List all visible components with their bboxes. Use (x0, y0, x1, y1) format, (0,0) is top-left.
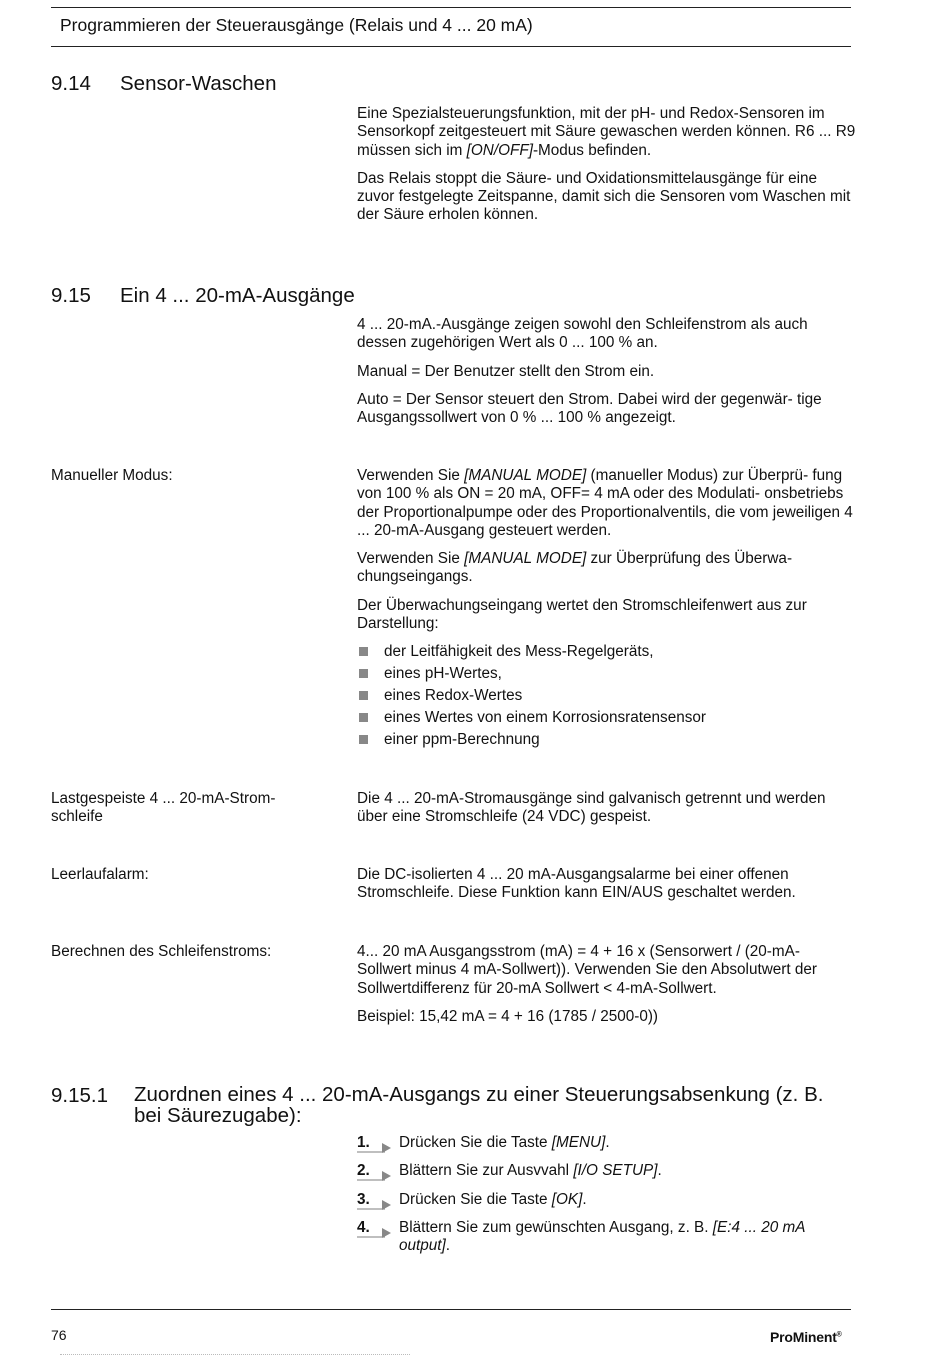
section-number: 9.15 (51, 284, 91, 307)
step-number: 1. (357, 1134, 370, 1151)
square-bullet-icon (359, 735, 368, 744)
list-item: einer ppm-Berechnung (357, 731, 857, 753)
list-item: der Leitfähigkeit des Mess-Regelgeräts, (357, 643, 857, 665)
step-item: 2. Blättern Sie zur Ausvvahl [I/O SETUP]. (357, 1162, 857, 1180)
square-bullet-icon (359, 669, 368, 678)
paragraph: Beispiel: 15,42 mA = 4 + 16 (1785 / 2500-0)) (357, 1007, 659, 1025)
scan-artifact-divider (60, 1354, 410, 1359)
list-item: eines Wertes von einem Korrosionsratensensor (357, 709, 857, 731)
loop-calculation-body (357, 943, 857, 1036)
step-item: 4. Blättern Sie zum gewünschten Ausgang, z. B. [E:4 ... 20 mA output]. (357, 1218, 805, 1255)
square-bullet-icon (359, 713, 368, 722)
current-loop-body: Die 4 ... 20-mA-Stromausgänge sind galvanisch getrennt und werden über eine Stromschleife (24 VDC) gespeist. (357, 790, 826, 826)
step-item: 1. Drücken Sie die Taste [MENU]. (357, 1134, 857, 1152)
header-bottom-rule (51, 46, 851, 47)
paragraph: Verwenden Sie [MANUAL MODE] (manueller Modus) zur Überprü- fung von 100 % als ON = 20 mA, OFF= 4 mA oder des Modulati- onsbetriebs der Proportionalpumpe oder des Proportionalventils, die vom jeweiligen 4 ... 20-mA-Ausgang gesteuert werden. (357, 467, 853, 539)
header-top-rule (51, 7, 851, 8)
step-number: 3. (357, 1190, 370, 1208)
idle-alarm-body: Die DC-isolierten 4 ... 20 mA-Ausgangsalarme bei einer offenen Stromschleife. Diese Funktion kann EIN/AUS geschaltet werden. (357, 866, 796, 902)
section-title: Zuordnen eines 4 ... 20-mA-Ausgangs zu einer Steuerungsabsenkung (z. B. bei Säurezugabe): (134, 1083, 824, 1127)
paragraph: Eine Spezialsteuerungsfunktion, mit der pH- und Redox-Sensoren im Sensorkopf zeitgesteuert mit Säure gewaschen werden können. R6 ... R9 müssen sich im [ON/OFF]-Modus befinden. (357, 105, 856, 159)
paragraph: 4... 20 mA Ausgangsstrom (mA) = 4 + 16 x (Sensorwert / (20-mA- Sollwert minus 4 mA-Sollwert)). Verwenden Sie den Absolutwert der Sollwertdifferenz für 20-mA Sollwert < 4-mA-Sollwert. (357, 943, 817, 997)
paragraph: Der Überwachungseingang wertet den Stromschleifenwert aus zur Darstellung: (357, 596, 807, 633)
paragraph: Manual = Der Benutzer stellt den Strom ein. (357, 362, 655, 380)
list-item: eines pH-Wertes, (357, 665, 857, 687)
label-idle-alarm: Leerlaufalarm: (51, 866, 149, 883)
page-header-title: Programmieren der Steuerausgänge (Relais und 4 ... 20 mA) (60, 15, 533, 35)
bullet-list (357, 643, 857, 753)
step-item: 3. Drücken Sie die Taste [OK]. (357, 1191, 857, 1209)
step-number: 4. (357, 1218, 370, 1236)
label-loop-calculation: Berechnen des Schleifenstroms: (51, 943, 272, 960)
page-number: 76 (51, 1327, 67, 1343)
section-number: 9.14 (51, 72, 91, 95)
step-list (357, 1134, 857, 1265)
list-item: eines Redox-Wertes (357, 687, 857, 709)
section-9-15-1-heading (51, 1084, 851, 1126)
section-number: 9.15.1 (51, 1084, 108, 1107)
paragraph: Verwenden Sie [MANUAL MODE] zur Überprüfung des Überwa- chungseingangs. (357, 550, 793, 586)
section-title: Sensor-Waschen (120, 72, 277, 95)
paragraph: Das Relais stoppt die Säure- und Oxidationsmittelausgänge für eine zuvor festgelegte Zeitspanne, damit sich die Sensoren vom Waschen mit der Säure erholen können. (357, 169, 851, 224)
label-current-loop: Lastgespeiste 4 ... 20-mA-Strom- schleife (51, 790, 276, 826)
step-number: 2. (357, 1162, 370, 1180)
manual-mode-body (357, 467, 857, 753)
footer-rule (51, 1309, 851, 1310)
square-bullet-icon (359, 691, 368, 700)
paragraph: 4 ... 20-mA.-Ausgänge zeigen sowohl den Schleifenstrom als auch dessen zugehörigen Wert als 0 ... 100 % an. (357, 316, 808, 352)
paragraph: Auto = Der Sensor steuert den Strom. Dabei wird der gegenwär- tige Ausgangssollwert von 0 % ... 100 % angezeigt. (357, 390, 822, 427)
prominent-logo: ProMinent® (770, 1329, 842, 1345)
square-bullet-icon (359, 647, 368, 656)
section-title: Ein 4 ... 20-mA-Ausgänge (120, 284, 355, 307)
section-9-14-body (357, 105, 857, 235)
label-manual-mode: Manueller Modus: (51, 467, 173, 484)
section-9-15-body (357, 316, 857, 437)
